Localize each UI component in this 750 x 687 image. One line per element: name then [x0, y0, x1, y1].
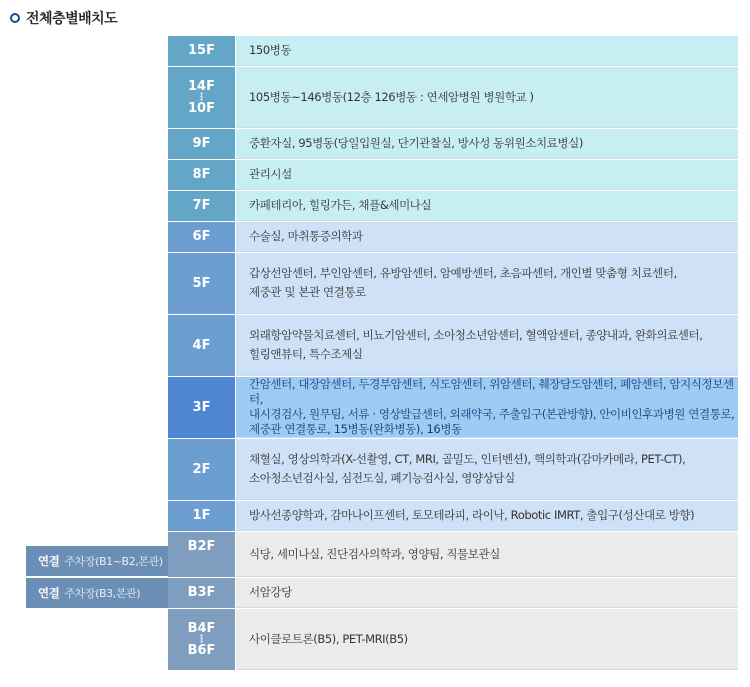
floor-row-b4f-b6f — [168, 609, 738, 671]
floor-description: 수술실, 마취통증의학과 — [236, 222, 738, 252]
bullet-circle-icon — [10, 13, 20, 23]
floor-label: 1F — [168, 501, 236, 531]
floor-row-2f — [168, 439, 738, 501]
vertical-ellipsis-icon: ⋮ — [196, 633, 207, 645]
floor-row-8f — [168, 160, 738, 191]
floor-label: 8F — [168, 160, 236, 190]
floor-description: 방사선종양학과, 감마나이프센터, 토모테라피, 라이낙, Robotic IMRT, 출입구(성산대로 방향) — [236, 501, 738, 531]
floor-description: 150병동 — [236, 36, 738, 66]
floor-description: 사이클로트론(B5), PET-MRI(B5) — [236, 609, 738, 670]
floor-description: 식당, 세미나실, 진단검사의학과, 영양팀, 직물보관실 — [236, 532, 738, 577]
connection-title: 연결 — [38, 554, 60, 568]
floor-label: B2F — [168, 532, 236, 577]
floor-label: B3F — [168, 578, 236, 608]
floor-label: 15F — [168, 36, 236, 66]
floor-label-range: 14F ⋮ 10F — [168, 67, 236, 128]
floor-row-14f-10f — [168, 67, 738, 129]
floor-row-7f — [168, 191, 738, 222]
connection-text: 주차장(B3,본관) — [64, 587, 141, 600]
floor-row-3f — [168, 377, 738, 439]
floor-label: 4F — [168, 315, 236, 376]
floor-directory-table — [168, 36, 738, 671]
floor-label: 2F — [168, 439, 236, 500]
page-header — [10, 8, 117, 28]
floor-row-4f — [168, 315, 738, 377]
connection-title: 연결 — [38, 586, 60, 600]
connection-parking-b3 — [26, 578, 168, 608]
floor-description: 카페테리아, 힐링가든, 채플&세미나실 — [236, 191, 738, 221]
floor-row-5f — [168, 253, 738, 315]
floor-description: 간암센터, 대장암센터, 두경부암센터, 식도암센터, 위암센터, 췌장담도암센터, 폐암센터, 암지식정보센터, 내시경검사, 원무팀, 서류 · 영상발급센터, 외래약국, 주출입구(본관방향), 안이비인후과병원 연결통로, 제중관 연결통로, 15병동(완화병동), 16병동 — [236, 377, 738, 438]
floor-row-9f — [168, 129, 738, 160]
floor-row-b3f — [168, 578, 738, 609]
floor-description: 서암강당 — [236, 578, 738, 608]
floor-label-range: B4F ⋮ B6F — [168, 609, 236, 670]
floor-description: 갑상선암센터, 부인암센터, 유방암센터, 암예방센터, 초음파센터, 개인별 맞춤형 치료센터, 제중관 및 본관 연결통로 — [236, 253, 738, 314]
floor-row-6f — [168, 222, 738, 253]
floor-label: 9F — [168, 129, 236, 159]
floor-label: 5F — [168, 253, 236, 314]
floor-row-15f — [168, 36, 738, 67]
floor-description: 중환자실, 95병동(당일입원실, 단기관찰실, 방사성 동위원소치료병실) — [236, 129, 738, 159]
floor-row-1f — [168, 501, 738, 532]
floor-description: 관리시설 — [236, 160, 738, 190]
floor-description: 105병동~146병동(12층 126병동 : 연세암병원 병원학교 ) — [236, 67, 738, 128]
connection-parking-b1-b2 — [26, 546, 168, 576]
floor-label: 6F — [168, 222, 236, 252]
floor-description: 외래항암약물치료센터, 비뇨기암센터, 소아청소년암센터, 혈액암센터, 종양내과, 완화의료센터, 힐링앤뷰티, 특수조제실 — [236, 315, 738, 376]
floor-description: 채혈실, 영상의학과(X-선촬영, CT, MRI, 골밀도, 인터벤션), 핵의학과(감마카메라, PET-CT), 소아청소년검사실, 심전도실, 폐기능검사실, 영양상담실 — [236, 439, 738, 500]
vertical-ellipsis-icon: ⋮ — [196, 91, 207, 103]
floor-label: 3F — [168, 377, 236, 438]
floor-row-b2f — [168, 532, 738, 578]
page-title: 전체층별배치도 — [26, 11, 118, 27]
connection-text: 주차장(B1~B2,본관) — [64, 555, 163, 568]
floor-label: 7F — [168, 191, 236, 221]
